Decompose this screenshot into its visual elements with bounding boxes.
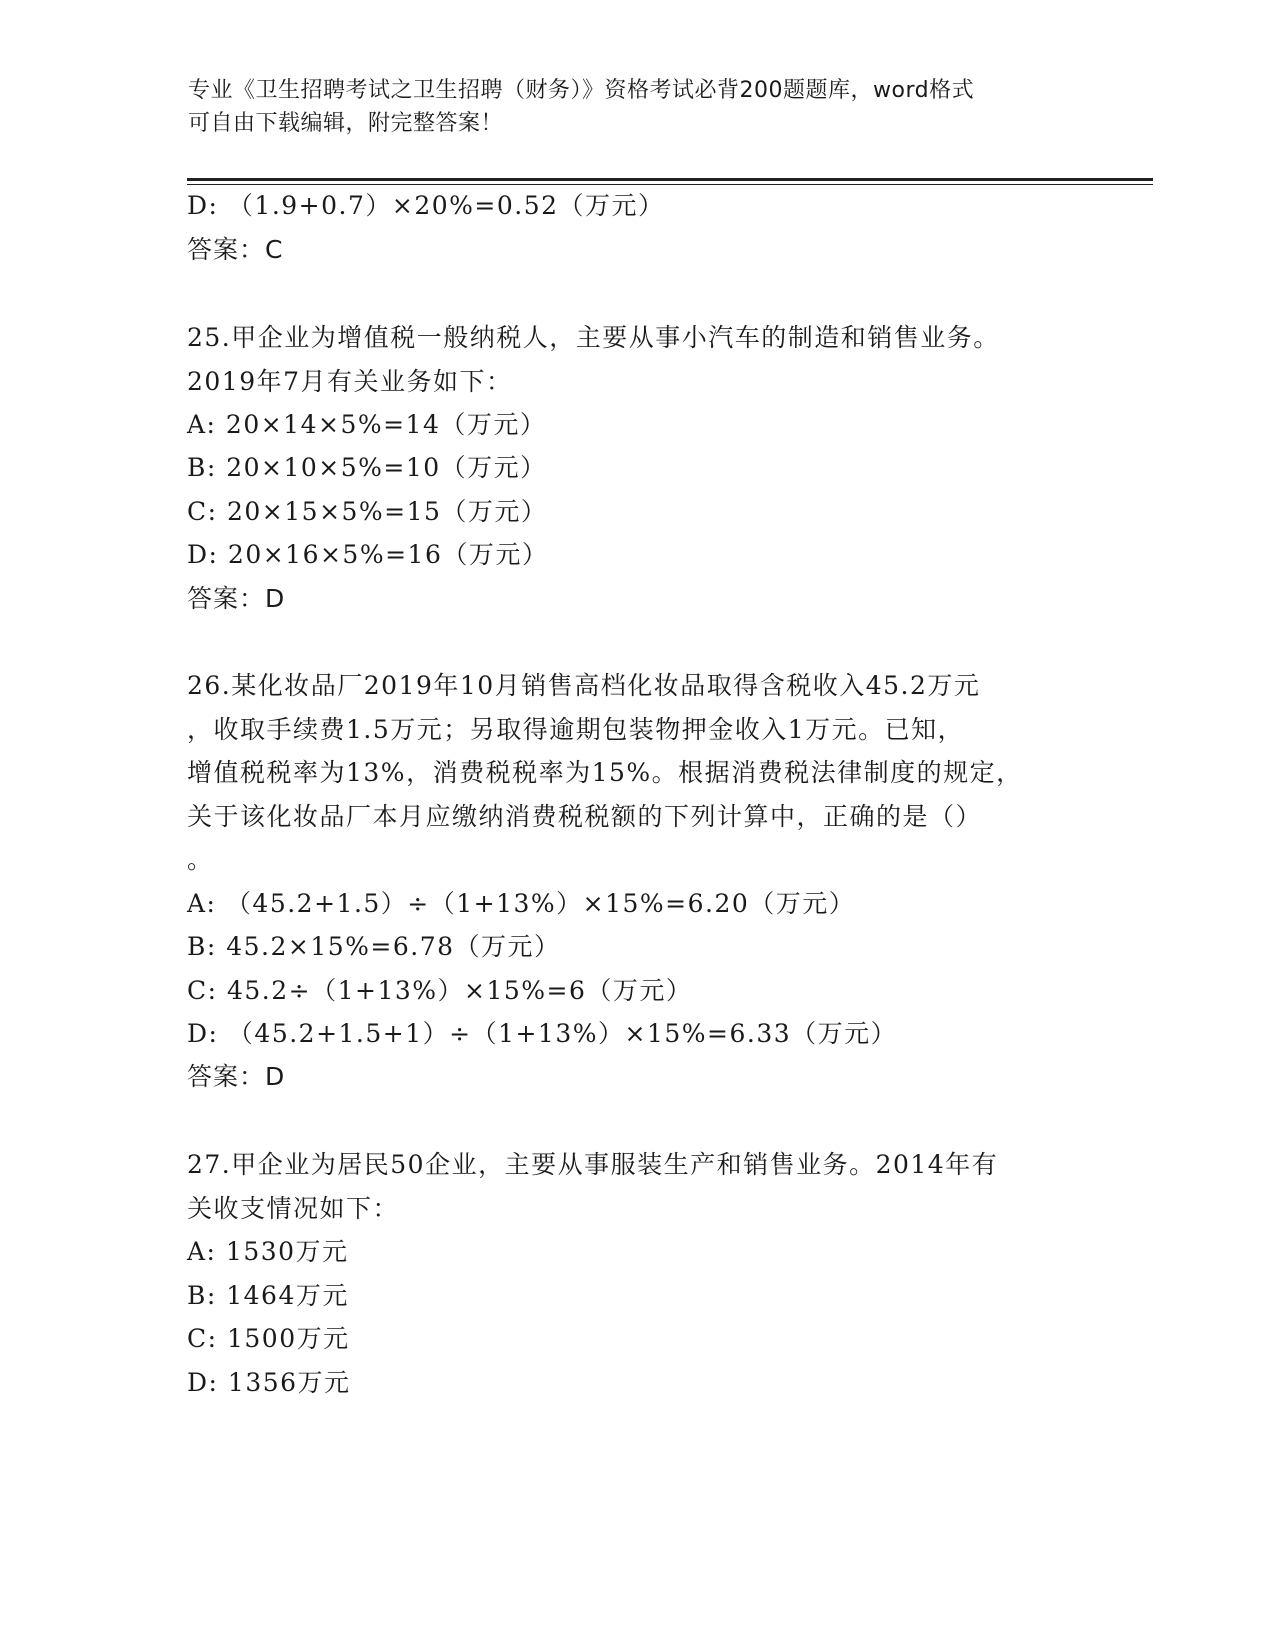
q25-stem-line-2: 2019年7月有关业务如下：	[187, 367, 513, 396]
q27-option-c: C: 1500万元	[187, 1324, 350, 1353]
q26-stem-line-1: 26.某化妆品厂2019年10月销售高档化妆品取得含税收入45.2万元	[187, 671, 981, 700]
q26-option-c: C: 45.2÷（1+13%）×15%=6（万元）	[187, 976, 693, 1005]
header-line-1: 专业《卫生招聘考试之卫生招聘（财务）》资格考试必背200题题库，word格式	[188, 78, 975, 103]
q26-option-a: A: （45.2+1.5）÷（1+13%）×15%=6.20（万元）	[187, 889, 856, 918]
q26-stem-line-4: 关于该化妆品厂本月应缴纳消费税税额的下列计算中，正确的是（）	[187, 802, 983, 831]
header-line-2: 可自由下载编辑，附完整答案！	[188, 111, 504, 136]
q27-option-b: B: 1464万元	[187, 1281, 349, 1310]
q25-stem-line-1: 25.甲企业为增值税一般纳税人，主要从事小汽车的制造和销售业务。	[187, 323, 1000, 352]
prev-option-d: D: （1.9+0.7）×20%=0.52（万元）	[187, 191, 665, 220]
q27-option-a: A: 1530万元	[187, 1237, 349, 1266]
q25-option-d: D: 20×16×5%=16（万元）	[187, 540, 549, 569]
q26-stem-line-5: 。	[187, 845, 214, 874]
q26-stem-line-2: ，收取手续费1.5万元；另取得逾期包装物押金收入1万元。已知，	[187, 715, 965, 744]
header-rule-thick	[187, 178, 1153, 181]
q26-option-d: D: （45.2+1.5+1）÷（1+13%）×15%=6.33（万元）	[187, 1019, 898, 1048]
q25-option-a: A: 20×14×5%=14（万元）	[187, 410, 547, 439]
q27-option-d: D: 1356万元	[187, 1368, 351, 1397]
prev-answer: 答案：C	[187, 235, 284, 264]
q27-stem-line-2: 关收支情况如下：	[187, 1194, 400, 1223]
q26-stem-line-3: 增值税税率为13%，消费税税率为15%。根据消费税法律制度的规定，	[187, 758, 1023, 787]
q25-option-b: B: 20×10×5%=10（万元）	[187, 453, 547, 482]
header-rule-thin	[187, 184, 1153, 185]
q27-stem-line-1: 27.甲企业为居民50企业，主要从事服装生产和销售业务。2014年有	[187, 1150, 999, 1179]
q26-answer: 答案：D	[187, 1062, 286, 1091]
q25-option-c: C: 20×15×5%=15（万元）	[187, 497, 548, 526]
q26-option-b: B: 45.2×15%=6.78（万元）	[187, 932, 561, 961]
q25-answer: 答案：D	[187, 584, 286, 613]
document-header	[188, 74, 1088, 140]
